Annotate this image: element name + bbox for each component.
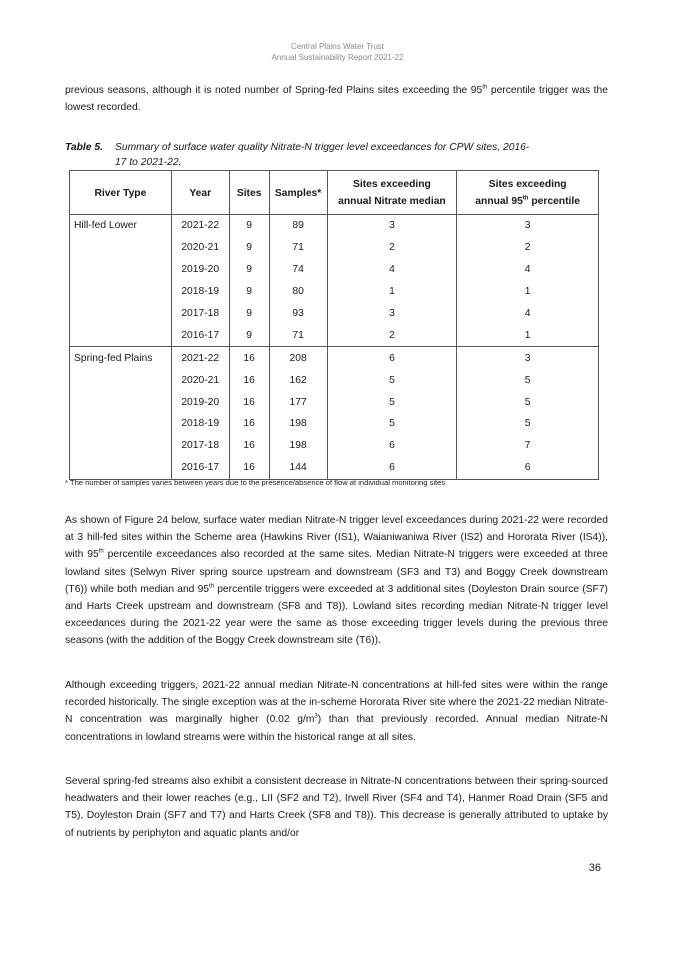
median-exceedance-cell: 5	[327, 369, 457, 391]
header-river-type: River Type	[70, 171, 172, 215]
samples-cell: 162	[269, 369, 327, 391]
year-cell: 2017-18	[171, 435, 229, 457]
p95-exceedance-cell: 7	[457, 435, 599, 457]
samples-cell: 74	[269, 259, 327, 281]
sites-cell: 16	[229, 369, 269, 391]
body-paragraph-2: Although exceeding triggers, 2021-22 annual median Nitrate-N concentrations at hill-fed sites were within the range recorded historically. The single exception was at the in-scheme Hororata River site where the 2021-22 median Nitrate-N concentration was marginally higher (0.02 $g/m^3$) than that previously recorded. Annual median Nitrate-N concentrations in lowland streams were within the historical range at all sites.	[65, 680, 608, 743]
sites-cell: 16	[229, 435, 269, 457]
header-year: Year	[171, 171, 229, 215]
p95-exceedance-cell: 4	[457, 259, 599, 281]
table-row	[70, 413, 599, 435]
river-type-cell	[70, 391, 172, 413]
p95-exceedance-cell: 5	[457, 369, 599, 391]
table-row	[70, 215, 599, 237]
samples-cell: 71	[269, 324, 327, 346]
table-row	[70, 435, 599, 457]
p95-exceedance-cell: 1	[457, 281, 599, 303]
samples-cell: 80	[269, 281, 327, 303]
sites-cell: 16	[229, 413, 269, 435]
sites-cell: 16	[229, 347, 269, 369]
river-type-cell	[70, 324, 172, 346]
table-row	[70, 237, 599, 259]
table-row	[70, 391, 599, 413]
table-caption-label: Table 5.	[65, 142, 103, 153]
year-cell: 2018-19	[171, 281, 229, 303]
samples-cell: 198	[269, 435, 327, 457]
intro-text-part1: previous seasons, although it is noted number of Spring-fed Plains sites exceeding the 95	[65, 85, 483, 96]
header-organisation: Central Plains Water Trust	[290, 42, 385, 51]
page-number: 36	[588, 862, 601, 874]
year-cell: 2016-17	[171, 457, 229, 479]
samples-cell: 89	[269, 215, 327, 237]
p95-exceedance-cell: 3	[457, 215, 599, 237]
sites-cell: 9	[229, 259, 269, 281]
median-exceedance-cell: 4	[327, 259, 457, 281]
running-header	[0, 41, 675, 63]
intro-paragraph	[65, 82, 608, 116]
year-cell: 2020-21	[171, 237, 229, 259]
samples-cell: 93	[269, 303, 327, 325]
p95-exceedance-cell: 6	[457, 457, 599, 479]
body-paragraph-3: Several spring-fed streams also exhibit a consistent decrease in Nitrate-N concentrations between their spring-sourced headwaters and their lower reaches (e.g., LII (SF2 and T2), Irwell River (SF4 and T4), Hanmer Road Drain (SF5 and T5), Doyleston Drain (SF7 and T7) and Harts Creek (SF8 and T8)). This decrease is generally attributed to uptake by of nutrients by periphyton and aquatic plants and/or	[65, 776, 608, 839]
river-type-cell: Hill-fed Lower	[70, 215, 172, 237]
sites-cell: 16	[229, 457, 269, 479]
river-type-cell	[70, 435, 172, 457]
year-cell: 2016-17	[171, 324, 229, 346]
year-cell: 2019-20	[171, 391, 229, 413]
river-type-cell	[70, 457, 172, 479]
table-row	[70, 369, 599, 391]
river-type-cell	[70, 281, 172, 303]
intro-superscript: th	[482, 84, 488, 91]
river-type-cell	[70, 303, 172, 325]
header-samples: Samples*	[269, 171, 327, 215]
year-cell: 2021-22	[171, 215, 229, 237]
sites-cell: 9	[229, 237, 269, 259]
header-sites: Sites	[229, 171, 269, 215]
median-exceedance-cell: 2	[327, 237, 457, 259]
median-exceedance-cell: 5	[327, 413, 457, 435]
table-row	[70, 281, 599, 303]
table-row	[70, 457, 599, 479]
river-type-cell	[70, 237, 172, 259]
river-type-cell	[70, 369, 172, 391]
median-exceedance-cell: 3	[327, 215, 457, 237]
median-exceedance-cell: 6	[327, 435, 457, 457]
sites-cell: 9	[229, 303, 269, 325]
table-row	[70, 324, 599, 346]
table-caption-line2: 17 to 2021-22.	[115, 157, 182, 168]
year-cell: 2019-20	[171, 259, 229, 281]
intro-text-part2: percentile trigger was the lowest recorded.	[65, 85, 608, 114]
header-p95-exceedance: Sites exceeding annual 95th percentile	[457, 171, 599, 215]
header-median-exceedance: Sites exceeding annual Nitrate median	[327, 171, 457, 215]
table-row	[70, 303, 599, 325]
median-exceedance-cell: 5	[327, 391, 457, 413]
river-type-cell	[70, 413, 172, 435]
sites-cell: 9	[229, 324, 269, 346]
river-type-cell	[70, 259, 172, 281]
year-cell: 2017-18	[171, 303, 229, 325]
nitrate-exceedance-table	[69, 170, 599, 480]
median-exceedance-cell: 6	[327, 347, 457, 369]
table-caption	[65, 140, 585, 170]
table-header-row	[70, 171, 599, 215]
median-exceedance-cell: 3	[327, 303, 457, 325]
sites-cell: 16	[229, 391, 269, 413]
table-row	[70, 259, 599, 281]
samples-cell: 144	[269, 457, 327, 479]
samples-cell: 71	[269, 237, 327, 259]
sites-cell: 9	[229, 215, 269, 237]
body-paragraph-1: As shown of Figure 24 below, surface water median Nitrate-N trigger level exceedances during 2021-22 were recorded at 3 hill-fed sites within the Scheme area (Hawkins River (IS1), Waianiwaniwa River (IS2) and Hororata River (IS4)), with 95th percentile exceedances also recorded at the same sites. Median Nitrate-N triggers were exceeded at three lowland sites (Selwyn River spring source upstream and downstream (SF3 and T3) and Boggy Creek downstream (T6)) while both median and 95th percentile triggers were exceeded at 3 additional sites (Doyleston Drain source (SF7) and Harts Creek upstream and downstream (SF8 and T8)). Lowland sites recording median Nitrate-N trigger level exceedances during the 2021-22 year were the same as those exceeding trigger levels during the previous three seasons (with the addition of the Boggy Creek downstream site (T6)).	[65, 515, 608, 647]
median-exceedance-cell: 2	[327, 324, 457, 346]
sites-cell: 9	[229, 281, 269, 303]
river-type-cell: Spring-fed Plains	[70, 347, 172, 369]
samples-cell: 177	[269, 391, 327, 413]
table-row	[70, 347, 599, 369]
samples-cell: 198	[269, 413, 327, 435]
median-exceedance-cell: 1	[327, 281, 457, 303]
p95-exceedance-cell: 4	[457, 303, 599, 325]
year-cell: 2018-19	[171, 413, 229, 435]
header-report-title: Annual Sustainability Report 2021-22	[271, 53, 404, 62]
p95-exceedance-cell: 5	[457, 391, 599, 413]
samples-cell: 208	[269, 347, 327, 369]
table-caption-line1: Summary of surface water quality Nitrate-N trigger level exceedances for CPW sites, 2016-	[115, 142, 530, 153]
table-footnote: * The number of samples varies between years due to the presence/absence of flow at individual monitoring sites	[65, 478, 446, 487]
p95-exceedance-cell: 5	[457, 413, 599, 435]
p95-exceedance-cell: 1	[457, 324, 599, 346]
year-cell: 2021-22	[171, 347, 229, 369]
year-cell: 2020-21	[171, 369, 229, 391]
p95-exceedance-cell: 3	[457, 347, 599, 369]
median-exceedance-cell: 6	[327, 457, 457, 479]
p95-exceedance-cell: 2	[457, 237, 599, 259]
